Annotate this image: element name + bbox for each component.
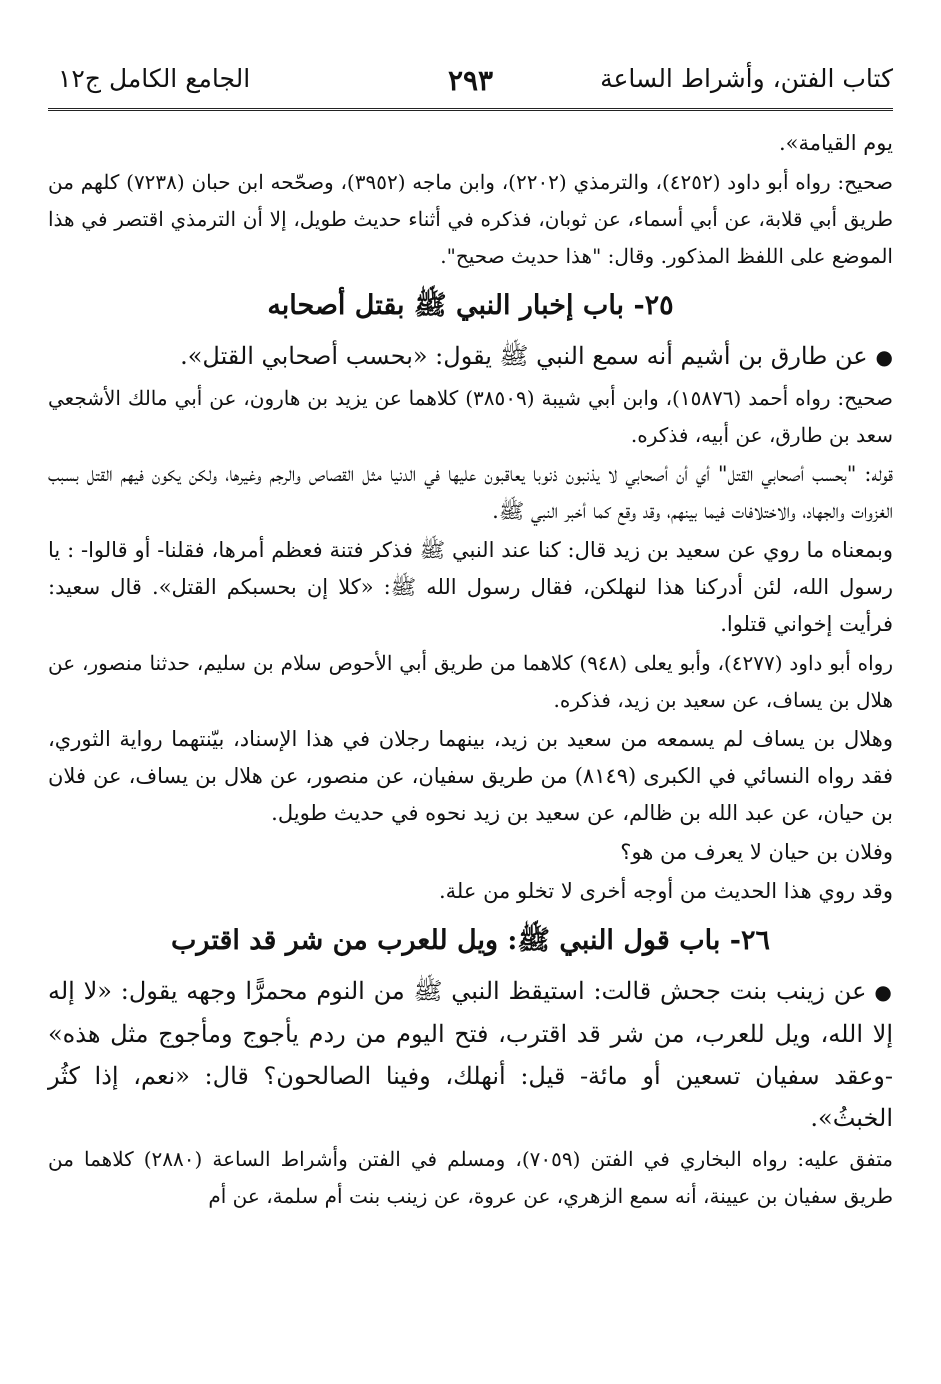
page-header <box>48 50 893 111</box>
bullet-icon: ● <box>874 980 894 1004</box>
chapter-heading: ٢٦- باب قول النبي ﷺ: ويل للعرب من شر قد اقترب <box>171 925 770 956</box>
hadith-reference: صحيح: رواه أحمد (١٥٨٧٦)، وابن أبي شيبة (٣٨٥٠٩) كلاهما عن يزيد بن هارون، عن أبي مالك الأشجعي سعد بن طارق، عن أبيه، فذكره. <box>48 386 893 447</box>
paragraph: وبمعناه ما روي عن سعيد بن زيد قال: كنا عند النبي ﷺ فذكر فتنة فعظم أمرها، فقلنا- أو قالوا- : يا رسول الله، لئن أدركنا هذا لنهلكن، فقال رسول الله ﷺ: «كلا إن بحسبكم القتل». قال سعيد: فرأيت إخواني قتلوا. <box>48 538 893 636</box>
paragraph: يوم القيامة». <box>779 131 893 155</box>
hadith-reference: صحيح: رواه أبو داود (٤٢٥٢)، والترمذي (٢٢٠٢)، وابن ماجه (٣٩٥٢)، وصحّحه ابن حبان (٧٢٣٨) كلهم من طريق أبي قلابة، عن أبي أسماء، عن ثوبان، فذكره في أثناء حديث طويل، إلا أن الترمذي اقتصر في هذا الموضع على اللفظ المذكور. وقال: "هذا حديث صحيح". <box>48 170 893 268</box>
hadith-text <box>48 335 893 378</box>
hadith-body: عن طارق بن أشيم أنه سمع النبي ﷺ يقول: «بحسب أصحابي القتل». <box>180 342 868 370</box>
paragraph: قوله: "بحسب أصحابي القتل" أي أن أصحابي لا يذنبون ذنوبا يعاقبون عليها في الدنيا مثل القصاص والرجم وغيرها، ولكن يكون فيهم القتل بسبب الغزوات والجهاد، والاختلافات فيما بينهم، وقد وقع كما أخبر النبي ﷺ. <box>48 462 893 523</box>
page-body <box>48 111 893 1215</box>
hadith-body: عن زينب بنت جحش قالت: استيقظ النبي ﷺ من النوم محمرًّا وجهه يقول: «لا إله إلا الله، ويل للعرب، من شر قد اقترب، فتح اليوم من ردم يأجوج ومأجوج مثل هذه» -وعقد سفيان تسعين أو مائة- قيل: أنهلك، وفينا الصالحون؟ قال: «نعم، إذا كثُر الخبثُ». <box>48 977 893 1132</box>
page-number: ٢٩٣ <box>447 64 494 97</box>
paragraph: وفلان بن حيان لا يعرف من هو؟ <box>620 840 893 864</box>
chapter-heading: ٢٥- باب إخبار النبي ﷺ بقتل أصحابه <box>267 290 674 321</box>
paragraph: وهلال بن يساف لم يسمعه من سعيد بن زيد، بينهما رجلان في هذا الإسناد، بيّنتهما رواية الثوري، فقد رواه النسائي في الكبرى (٨١٤٩) من طريق سفيان، عن منصور، عن هلال بن يساف، عن فلان بن حيان، عن عبد الله بن ظالم، عن سعيد بن زيد نحوه في حديث طويل. <box>48 727 893 825</box>
book-chapter-title: كتاب الفتن، وأشراط الساعة <box>600 64 893 93</box>
hadith-reference: متفق عليه: رواه البخاري في الفتن (٧٠٥٩)، ومسلم في الفتن وأشراط الساعة (٢٨٨٠) كلاهما من طريق سفيان بن عيينة، أنه سمع الزهري، عن عروة، عن زينب بنت أم سلمة، عن أم <box>48 1147 893 1208</box>
book-volume-title: الجامع الكامل ج١٢ <box>58 64 251 93</box>
bullet-icon: ● <box>875 345 893 369</box>
hadith-reference: رواه أبو داود (٤٢٧٧)، وأبو يعلى (٩٤٨) كلاهما من طريق أبي الأحوص سلام بن سليم، حدثنا منصور، عن هلال بن يساف، عن سعيد بن زيد، فذكره. <box>48 651 893 712</box>
book-page <box>48 50 893 1217</box>
paragraph: وقد روي هذا الحديث من أوجه أخرى لا تخلو من علة. <box>438 879 893 903</box>
hadith-text <box>48 970 893 1139</box>
